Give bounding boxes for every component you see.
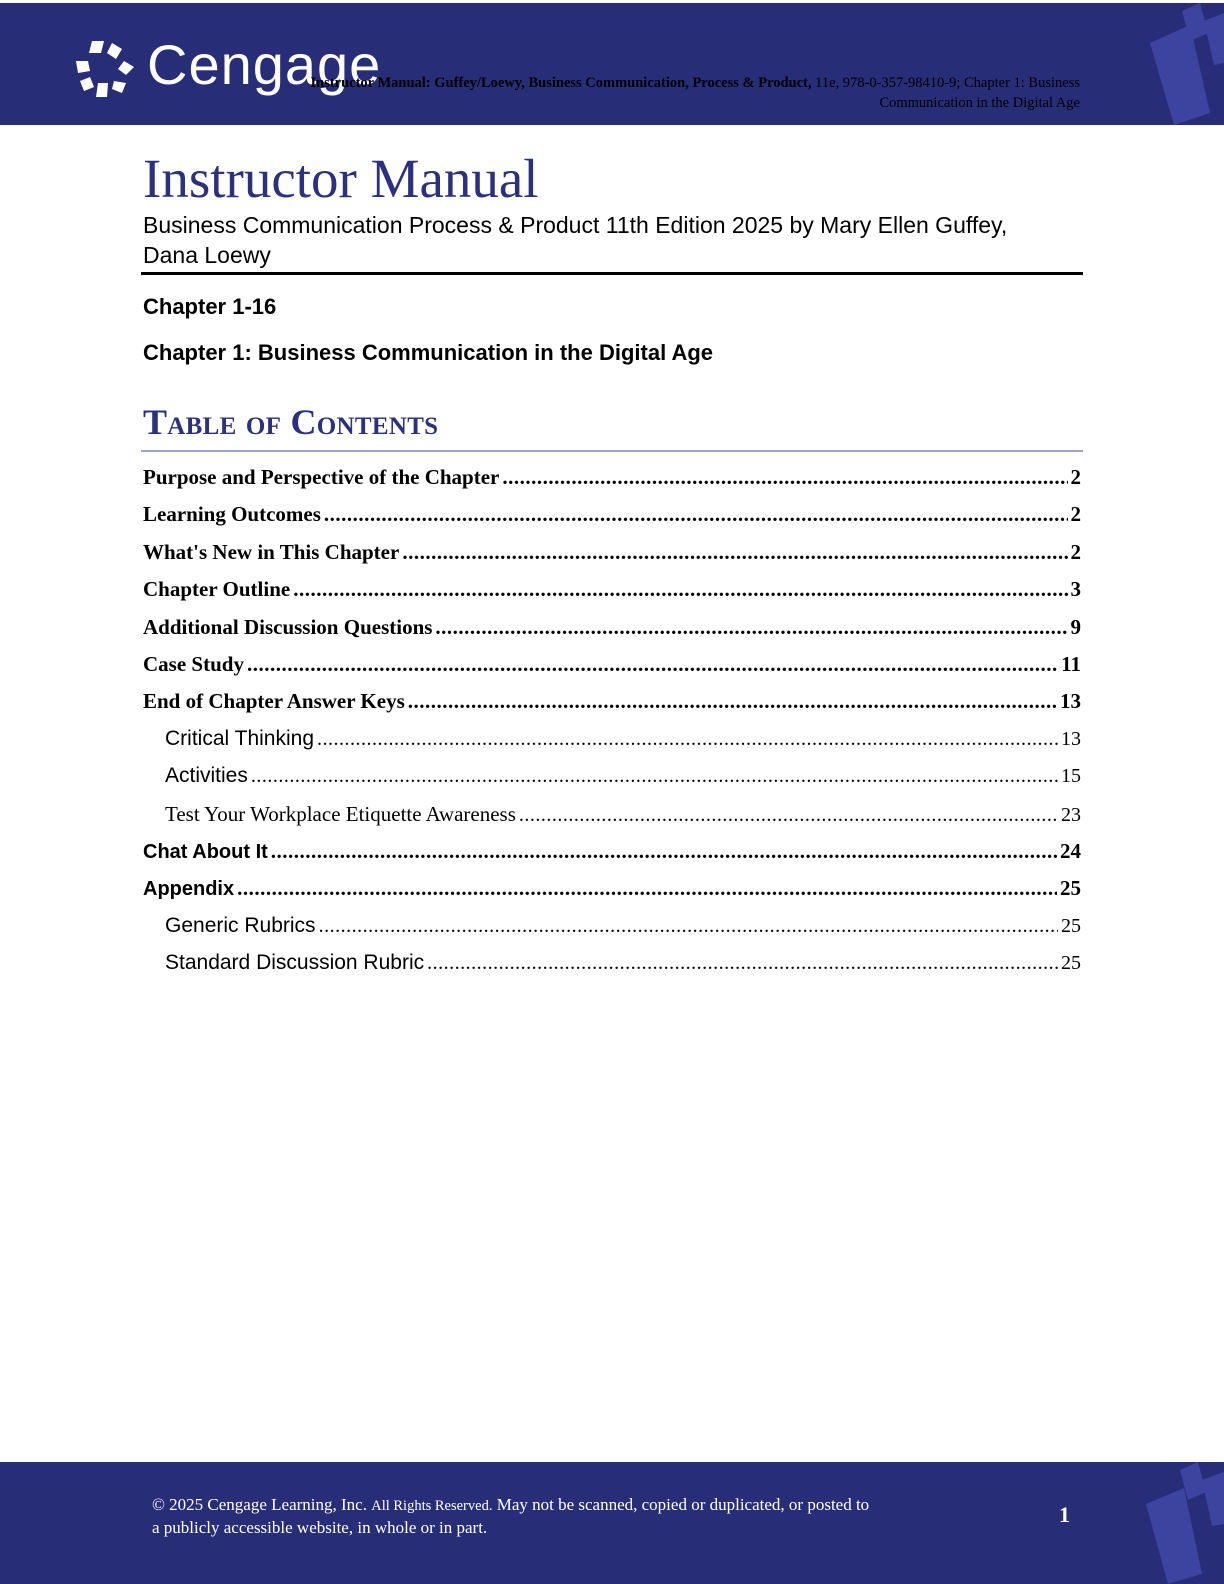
toc-entry-page: 2 xyxy=(1070,539,1081,564)
toc-entry-label: Learning Outcomes xyxy=(143,502,321,527)
toc-entry[interactable] xyxy=(143,689,1081,726)
toc-subentry[interactable] xyxy=(143,727,1081,764)
toc-entry-label: Test Your Workplace Etiquette Awareness xyxy=(165,801,516,826)
toc-entry-label: Additional Discussion Questions xyxy=(143,614,433,639)
toc-entry-label: Case Study xyxy=(143,651,244,676)
toc-entry-label: Critical Thinking xyxy=(165,726,314,750)
toc-entry-label: Standard Discussion Rubric xyxy=(165,951,425,975)
toc-entry-page: 2 xyxy=(1070,502,1081,527)
toc-leader xyxy=(251,765,1058,788)
toc-leader xyxy=(271,839,1057,864)
toc-divider xyxy=(141,450,1083,452)
toc-heading: Table of Contents xyxy=(143,402,439,442)
copyright-part: May not be scanned, copied or duplicated, or posted to a publicly accessible website, in whole or in part. xyxy=(152,1495,870,1537)
toc-entry-page: 25 xyxy=(1061,914,1081,937)
toc-leader xyxy=(293,577,1067,602)
toc-leader xyxy=(324,502,1068,527)
toc-entry[interactable] xyxy=(143,577,1081,614)
toc-subentry[interactable] xyxy=(143,764,1081,801)
toc-entry-page: 13 xyxy=(1060,689,1081,714)
toc-leader xyxy=(237,876,1057,901)
running-head xyxy=(230,73,1080,113)
toc-entry[interactable] xyxy=(143,465,1081,502)
toc-entry[interactable] xyxy=(143,839,1081,876)
toc-entry-page: 11 xyxy=(1061,651,1081,676)
toc-entry-page: 25 xyxy=(1060,876,1081,901)
toc-entry-label: Activities xyxy=(165,764,248,788)
toc-subentry[interactable] xyxy=(143,951,1081,988)
toc-leader xyxy=(247,652,1058,677)
toc-entry-page: 23 xyxy=(1061,803,1081,826)
table-of-contents xyxy=(143,465,1081,988)
copyright-part: © 2025 Cengage Learning, Inc. xyxy=(152,1495,372,1514)
cengage-wordmark: Cengage xyxy=(147,33,382,96)
toc-leader xyxy=(519,804,1058,827)
toc-entry-page: 15 xyxy=(1061,765,1081,788)
toc-entry-page: 2 xyxy=(1070,465,1081,489)
toc-subentry[interactable] xyxy=(143,914,1081,951)
corner-decoration xyxy=(1130,3,1224,125)
toc-leader xyxy=(317,728,1058,751)
toc-subentry[interactable] xyxy=(143,802,1081,839)
chapter-range: Chapter 1-16 xyxy=(143,294,277,319)
toc-leader xyxy=(408,689,1057,714)
running-head-bold: Instructor Manual: Guffey/Loewy, Business Communication, Process & Product, xyxy=(310,75,812,91)
toc-entry-label: Chat About It xyxy=(143,840,268,863)
toc-entry-label: Chapter Outline xyxy=(143,577,291,602)
document-title: Instructor Manual xyxy=(143,148,539,209)
toc-entry-page: 13 xyxy=(1061,727,1081,750)
toc-entry[interactable] xyxy=(143,652,1081,689)
toc-entry-label: Purpose and Perspective of the Chapter xyxy=(143,465,500,489)
toc-entry-page: 25 xyxy=(1061,952,1081,975)
toc-entry-label: Appendix xyxy=(143,878,235,901)
footer-band xyxy=(0,1462,1224,1584)
page-number: 1 xyxy=(1059,1502,1070,1527)
toc-entry[interactable] xyxy=(143,876,1081,913)
toc-leader xyxy=(502,465,1067,490)
toc-leader xyxy=(435,615,1067,640)
toc-entry[interactable] xyxy=(143,502,1081,539)
corner-decoration xyxy=(1140,1462,1224,1584)
chapter-title: Chapter 1: Business Communication in the Digital Age xyxy=(143,340,714,365)
toc-entry-label: End of Chapter Answer Keys xyxy=(143,689,405,714)
document-subtitle: Business Communication Process & Product 11th Edition 2025 by Mary Ellen Guffey, Dana Loewy xyxy=(143,212,1008,268)
toc-entry-page: 24 xyxy=(1060,838,1081,863)
toc-entry-label: What's New in This Chapter xyxy=(143,539,400,564)
toc-entry[interactable] xyxy=(143,615,1081,652)
toc-entry[interactable] xyxy=(143,540,1081,577)
toc-leader xyxy=(402,540,1067,565)
running-head-rest: 11e, 978-0-357-98410-9; Chapter 1: Business Communication in the Digital Age xyxy=(811,75,1080,111)
toc-leader xyxy=(427,952,1058,975)
title-divider xyxy=(141,272,1083,275)
toc-leader xyxy=(319,915,1058,938)
header-band xyxy=(0,3,1224,125)
toc-entry-label: Generic Rubrics xyxy=(165,913,316,937)
toc-entry-page: 9 xyxy=(1070,614,1081,639)
copyright-notice xyxy=(152,1494,872,1539)
toc-entry-page: 3 xyxy=(1070,577,1081,602)
copyright-part: All Rights Reserved. xyxy=(371,1498,493,1514)
cengage-logo-mark-icon xyxy=(74,39,136,99)
